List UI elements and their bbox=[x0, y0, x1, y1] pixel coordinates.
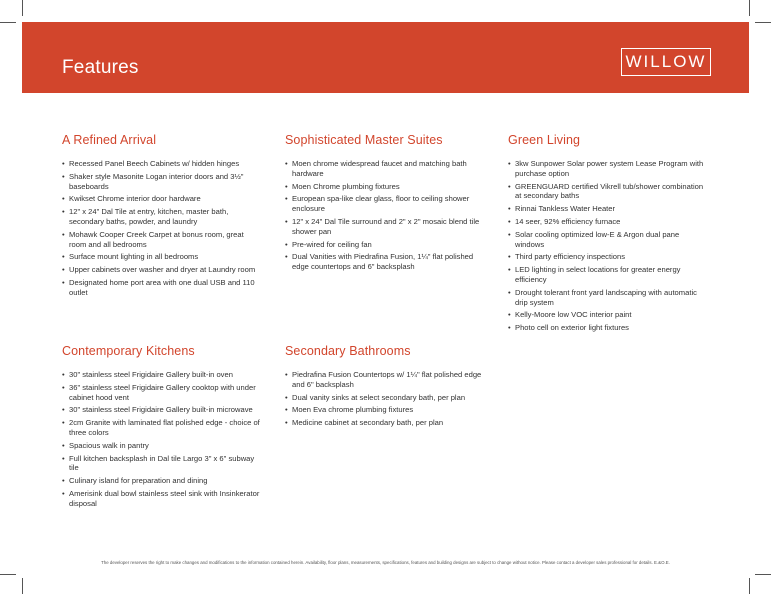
crop-mark bbox=[749, 578, 750, 594]
list-item: • Dual vanity sinks at select secondary bath, per plan bbox=[285, 393, 485, 403]
footer-disclaimer: The developer reserves the right to make changes and modifications to the information contained herein. Availability, floor plans, measurements, specifications, features and building designs are subject to change without notice. Please contact a developer sales professional for details. E.&O.E. bbox=[101, 560, 670, 565]
feature-list bbox=[62, 159, 262, 298]
list-item: • 30" stainless steel Frigidaire Gallery built-in oven bbox=[62, 370, 262, 380]
crop-mark bbox=[22, 578, 23, 594]
list-item: • Full kitchen backsplash in Dal tile Largo 3" x 6" subway tile bbox=[62, 454, 262, 474]
list-item: • Spacious walk in pantry bbox=[62, 441, 262, 451]
list-item: • Moen Chrome plumbing fixtures bbox=[285, 182, 485, 192]
section-contemporary-kitchens bbox=[62, 344, 262, 512]
list-item: • Medicine cabinet at secondary bath, per plan bbox=[285, 418, 485, 428]
list-item: • 14 seer, 92% efficiency furnace bbox=[508, 217, 708, 227]
feature-list bbox=[62, 370, 262, 509]
list-item: • Upper cabinets over washer and dryer at Laundry room bbox=[62, 265, 262, 275]
willow-logo: WILLOW bbox=[621, 48, 711, 76]
list-item: • Drought tolerant front yard landscaping with automatic drip system bbox=[508, 288, 708, 308]
section-refined-arrival bbox=[62, 133, 262, 301]
section-heading: Sophisticated Master Suites bbox=[285, 133, 443, 147]
crop-mark bbox=[0, 574, 16, 575]
header-banner bbox=[22, 22, 749, 93]
list-item: • Kwikset Chrome interior door hardware bbox=[62, 194, 262, 204]
list-item: • Amerisink dual bowl stainless steel sink with Insinkerator disposal bbox=[62, 489, 262, 509]
list-item: • Moen chrome widespread faucet and matching bath hardware bbox=[285, 159, 485, 179]
list-item: • 2cm Granite with laminated flat polished edge - choice of three colors bbox=[62, 418, 262, 438]
list-item: • Rinnai Tankless Water Heater bbox=[508, 204, 708, 214]
list-item: • Third party efficiency inspections bbox=[508, 252, 708, 262]
list-item: • Pre-wired for ceiling fan bbox=[285, 240, 485, 250]
list-item: • Piedrafina Fusion Countertops w/ 1¼" flat polished edge and 6" backsplash bbox=[285, 370, 485, 390]
section-master-suites bbox=[285, 133, 485, 275]
list-item: • Moen Eva chrome plumbing fixtures bbox=[285, 405, 485, 415]
section-heading: Secondary Bathrooms bbox=[285, 344, 411, 358]
section-heading: Green Living bbox=[508, 133, 581, 147]
feature-list bbox=[508, 159, 708, 333]
list-item: • European spa-like clear glass, floor to ceiling shower enclosure bbox=[285, 194, 485, 214]
list-item: • 12" x 24" Dal Tile at entry, kitchen, master bath, secondary baths, powder, and laundry bbox=[62, 207, 262, 227]
section-secondary-bathrooms bbox=[285, 344, 485, 431]
feature-list bbox=[285, 370, 485, 428]
list-item: • 3kw Sunpower Solar power system Lease Program with purchase option bbox=[508, 159, 708, 179]
crop-mark bbox=[755, 574, 771, 575]
list-item: • LED lighting in select locations for greater energy efficiency bbox=[508, 265, 708, 285]
crop-mark bbox=[749, 0, 750, 16]
page-title: Features bbox=[62, 57, 139, 78]
list-item: • GREENGUARD certified Vikrell tub/shower combination at secondary baths bbox=[508, 182, 708, 202]
list-item: • Photo cell on exterior light fixtures bbox=[508, 323, 708, 333]
list-item: • 12" x 24" Dal Tile surround and 2" x 2" mosaic blend tile shower pan bbox=[285, 217, 485, 237]
crop-mark bbox=[0, 22, 16, 23]
section-heading: A Refined Arrival bbox=[62, 133, 157, 147]
list-item: • Mohawk Cooper Creek Carpet at bonus room, great room and all bedrooms bbox=[62, 230, 262, 250]
list-item: • Culinary island for preparation and dining bbox=[62, 476, 262, 486]
section-green-living bbox=[508, 133, 708, 336]
list-item: • Recessed Panel Beech Cabinets w/ hidden hinges bbox=[62, 159, 262, 169]
feature-list bbox=[285, 159, 485, 272]
list-item: • Designated home port area with one dual USB and 110 outlet bbox=[62, 278, 262, 298]
list-item: • 36" stainless steel Frigidaire Gallery cooktop with under cabinet hood vent bbox=[62, 383, 262, 403]
list-item: • Dual Vanities with Piedrafina Fusion, 1¼" flat polished edge countertops and 6" backsplash bbox=[285, 252, 485, 272]
crop-mark bbox=[22, 0, 23, 16]
list-item: • Surface mount lighting in all bedrooms bbox=[62, 252, 262, 262]
list-item: • 30" stainless steel Frigidaire Gallery built-in microwave bbox=[62, 405, 262, 415]
crop-mark bbox=[755, 22, 771, 23]
list-item: • Kelly-Moore low VOC interior paint bbox=[508, 310, 708, 320]
list-item: • Solar cooling optimized low-E & Argon dual pane windows bbox=[508, 230, 708, 250]
section-heading: Contemporary Kitchens bbox=[62, 344, 195, 358]
list-item: • Shaker style Masonite Logan interior doors and 3½" baseboards bbox=[62, 172, 262, 192]
